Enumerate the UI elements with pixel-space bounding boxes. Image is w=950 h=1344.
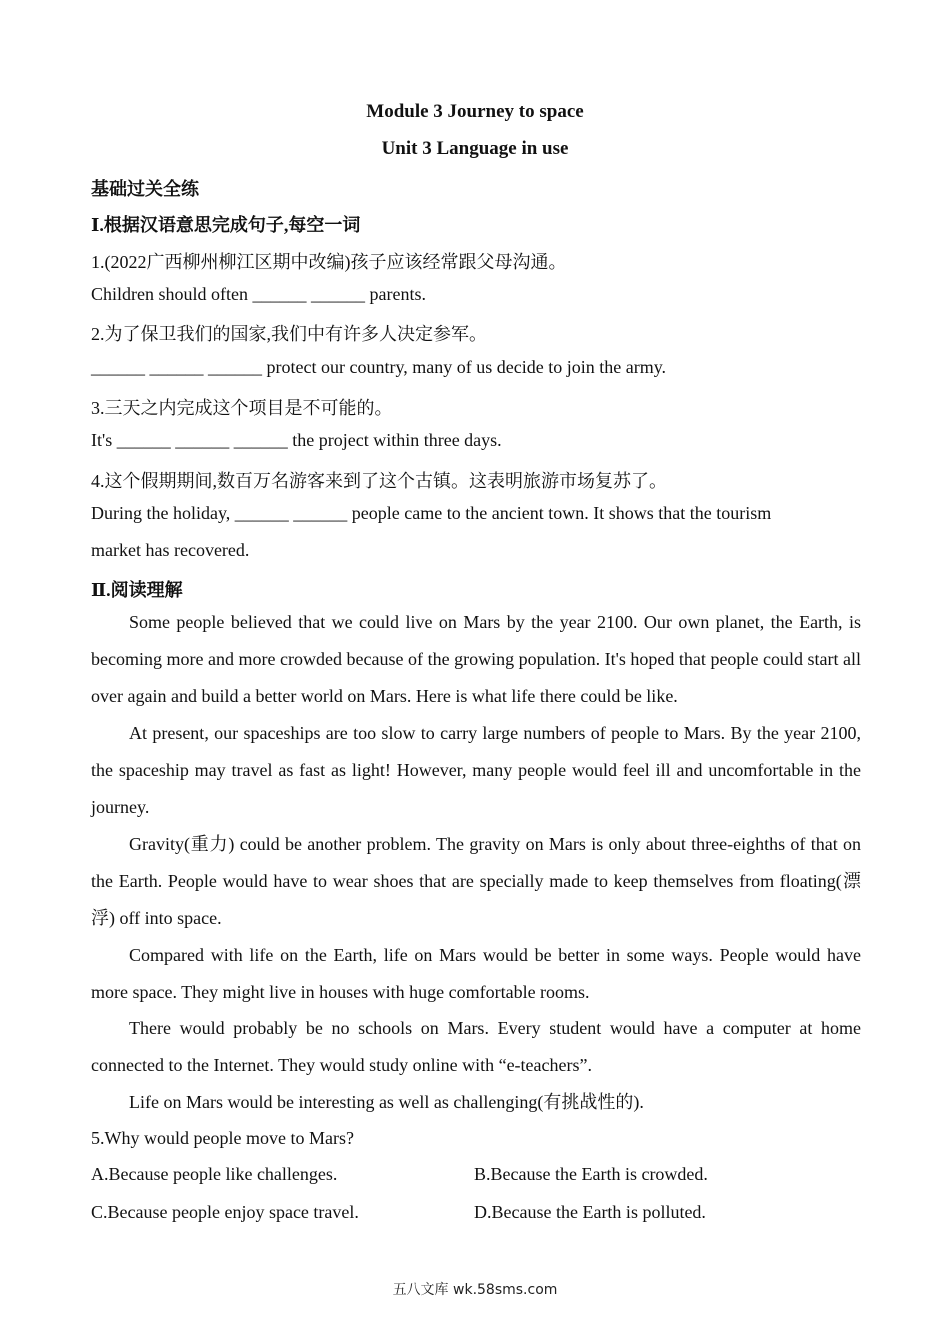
section-intro: 基础过关全练	[91, 179, 199, 199]
q3-chinese: 3.三天之内完成这个项目是不可能的。	[91, 398, 393, 418]
q4-chinese: 4.这个假期期间,数百万名游客来到了这个古镇。这表明旅游市场复苏了。	[91, 471, 667, 491]
q4-english-line2: market has recovered.	[91, 540, 250, 560]
q2-english: ______ ______ ______ protect our country, many of us decide to join the army.	[91, 357, 667, 377]
footer-watermark: 五八文库 wk.58sms.com	[392, 1282, 558, 1298]
q5-option-c: C.Because people enjoy space travel.	[91, 1202, 359, 1222]
reading-paragraph: At present, our spaceships are too slow to carry large numbers of people to Mars. By the year 2100, the spaceship may travel as fast as light! However, many people would feel ill and uncomfortable in the journey.	[91, 723, 861, 817]
q1-english: Children should often ______ ______ parents.	[91, 284, 426, 304]
q5-question: 5.Why would people move to Mars?	[91, 1128, 354, 1148]
q2-chinese: 2.为了保卫我们的国家,我们中有许多人决定参军。	[91, 324, 487, 344]
reading-paragraph: Life on Mars would be interesting as well as challenging(有挑战性的).	[129, 1092, 644, 1112]
q5-option-d: D.Because the Earth is polluted.	[474, 1202, 706, 1222]
unit-title: Unit 3 Language in use	[381, 138, 569, 159]
reading-paragraph: Gravity(重力) could be another problem. The gravity on Mars is only about three-eighths of that on the Earth. People would have to wear shoes that are specially made to keep themselves from floating(漂浮) off into space.	[91, 834, 861, 928]
section2-heading: Ⅱ.阅读理解	[91, 580, 183, 600]
module-title: Module 3 Journey to space	[366, 101, 584, 122]
q5-option-a: A.Because people like challenges.	[91, 1164, 338, 1184]
q4-english-line1: During the holiday, ______ ______ people came to the ancient town. It shows that the tourism	[91, 503, 772, 523]
reading-paragraph: Compared with life on the Earth, life on Mars would be better in some ways. People would have more space. They might live in houses with huge comfortable rooms.	[91, 945, 861, 1002]
section1-heading: Ⅰ.根据汉语意思完成句子,每空一词	[91, 215, 361, 235]
q3-english: It's ______ ______ ______ the project within three days.	[91, 430, 502, 450]
q5-option-b: B.Because the Earth is crowded.	[474, 1164, 708, 1184]
reading-paragraph: There would probably be no schools on Mars. Every student would have a computer at home connected to the Internet. They would study online with “e-teachers”.	[91, 1018, 861, 1075]
reading-paragraph: Some people believed that we could live on Mars by the year 2100. Our own planet, the Earth, is becoming more and more crowded because of the growing population. It's hoped that people could start all over again and build a better world on Mars. Here is what life there could be like.	[91, 612, 861, 706]
q1-chinese: 1.(2022广西柳州柳江区期中改编)孩子应该经常跟父母沟通。	[91, 252, 567, 272]
